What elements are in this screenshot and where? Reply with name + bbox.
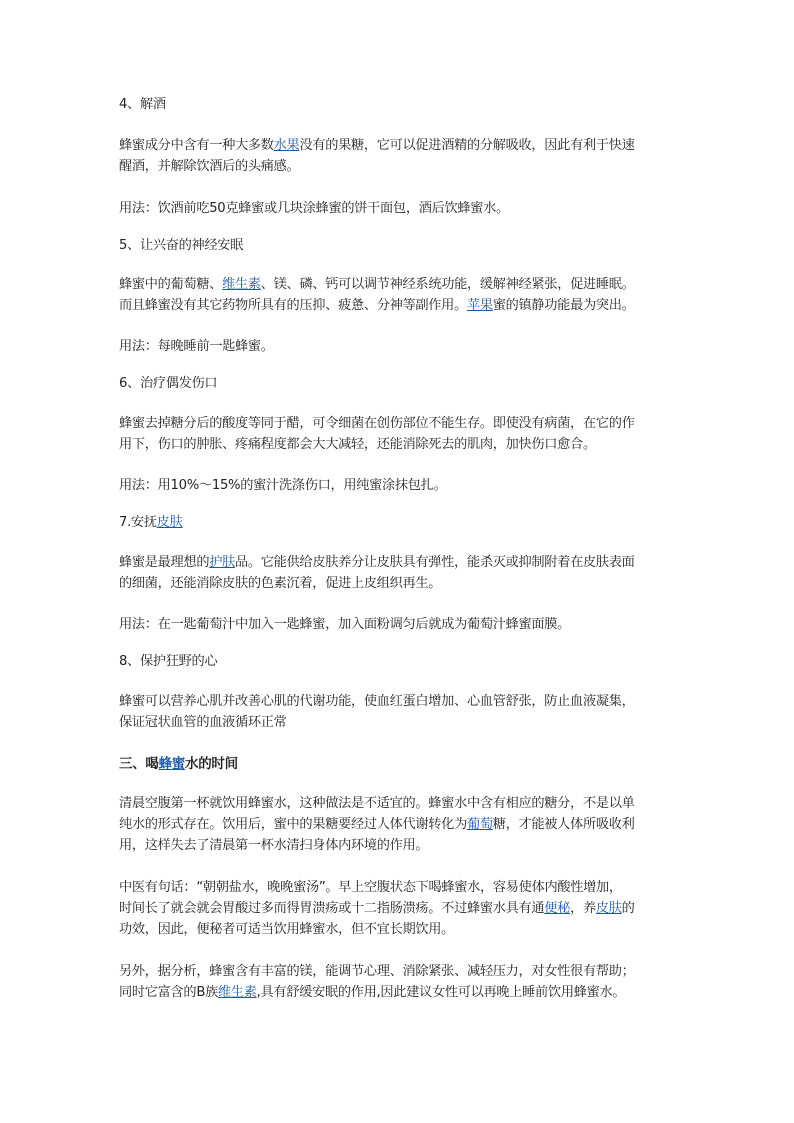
- link-apple[interactable]: 苹果: [466, 298, 493, 313]
- part3-paragraph-2: 中医有句话：“朝朝盐水，晚晚蜜汤”。早上空腹状态下喝蜂蜜水，容易使体内酸性增加， 时间长了就会就会胃酸过多而得胃溃疡或十二指肠溃疡。不过蜂蜜水具有通便秘，养皮肤的 功效，因此，便秘者可适当饮用蜂蜜水，但不宜长期饮用。: [119, 880, 635, 937]
- part3-paragraph-1: 清晨空腹第一杯就饮用蜂蜜水，这种做法是不适宜的。蜂蜜水中含有相应的糖分，不是以单 纯水的形式存在。饮用后，蜜中的果糖要经过人体代谢转化为葡萄糖，才能被人体所吸收利 用，这样失去了清晨第一杯水清扫身体内环境的作用。: [119, 796, 635, 853]
- part3-title: 三、喝蜂蜜水的时间: [119, 756, 238, 772]
- link-skincare[interactable]: 护肤: [209, 555, 235, 570]
- link-fruit[interactable]: 水果: [273, 138, 300, 153]
- section-paragraph-5: 蜂蜜中的葡萄糖、维生素、镁、磷、钙可以调节神经系统功能，缓解神经紧张，促进睡眠。 而且蜂蜜没有其它药物所具有的压抑、疲惫、分神等副作用。苹果蜜的镇静功能最为突出。: [119, 277, 635, 313]
- section-usage-5: 用法：每晚睡前一匙蜂蜜。: [119, 339, 274, 354]
- section-heading-7: 7.安抚皮肤: [119, 515, 183, 530]
- section-heading-4: 4、解酒: [119, 97, 166, 112]
- part3-paragraph-3: 另外，据分析，蜂蜜含有丰富的镁，能调节心理、消除紧张、减轻压力，对女性很有帮助； 同时它富含的B族维生素,具有舒缓安眠的作用,因此建议女性可以再晚上睡前饮用蜂蜜水。: [119, 964, 635, 1000]
- section-usage-4: 用法：饮酒前吃50克蜂蜜或几块涂蜂蜜的饼干面包，酒后饮蜂蜜水。: [119, 201, 509, 216]
- link-vitamin[interactable]: 维生素: [222, 277, 261, 292]
- section-usage-6: 用法：用10%～15%的蜜汁洗涤伤口，用纯蜜涂抹包扎。: [119, 478, 447, 493]
- section-usage-7: 用法：在一匙葡萄汁中加入一匙蜂蜜，加入面粉调匀后就成为葡萄汁蜂蜜面膜。: [119, 617, 571, 632]
- link-skin-heading[interactable]: 皮肤: [156, 515, 183, 530]
- link-constipation[interactable]: 便秘: [544, 901, 571, 916]
- link-honey-title[interactable]: 蜂蜜: [158, 756, 186, 772]
- link-grape[interactable]: 葡萄: [466, 817, 493, 832]
- section-paragraph-4: 蜂蜜成分中含有一种大多数水果没有的果糖，它可以促进酒精的分解吸收，因此有利于快速 醒酒，并解除饮酒后的头痛感。: [119, 138, 635, 174]
- section-heading-6: 6、治疗偶发伤口: [119, 376, 218, 391]
- section-paragraph-7: 蜂蜜是最理想的护肤品。它能供给皮肤养分让皮肤具有弹性，能杀灭或抑制附着在皮肤表面 的细菌，还能消除皮肤的色素沉着，促进上皮组织再生。: [119, 555, 635, 591]
- link-vitamin-b[interactable]: 维生素: [217, 985, 257, 1000]
- section-heading-5: 5、让兴奋的神经安眠: [119, 238, 244, 253]
- link-skin[interactable]: 皮肤: [595, 901, 622, 916]
- section-heading-8: 8、保护狂野的心: [119, 654, 218, 669]
- section-paragraph-6: 蜂蜜去掉糖分后的酸度等同于醋，可令细菌在创伤部位不能生存。即使没有病菌，在它的作 用下，伤口的肿胀、疼痛程度都会大大减轻，还能消除死去的肌肉，加快伤口愈合。: [119, 416, 635, 452]
- section-paragraph-8: 蜂蜜可以营养心肌并改善心肌的代谢功能，使血红蛋白增加、心血管舒张，防止血液凝集， 保证冠状血管的血液循环正常: [119, 694, 635, 730]
